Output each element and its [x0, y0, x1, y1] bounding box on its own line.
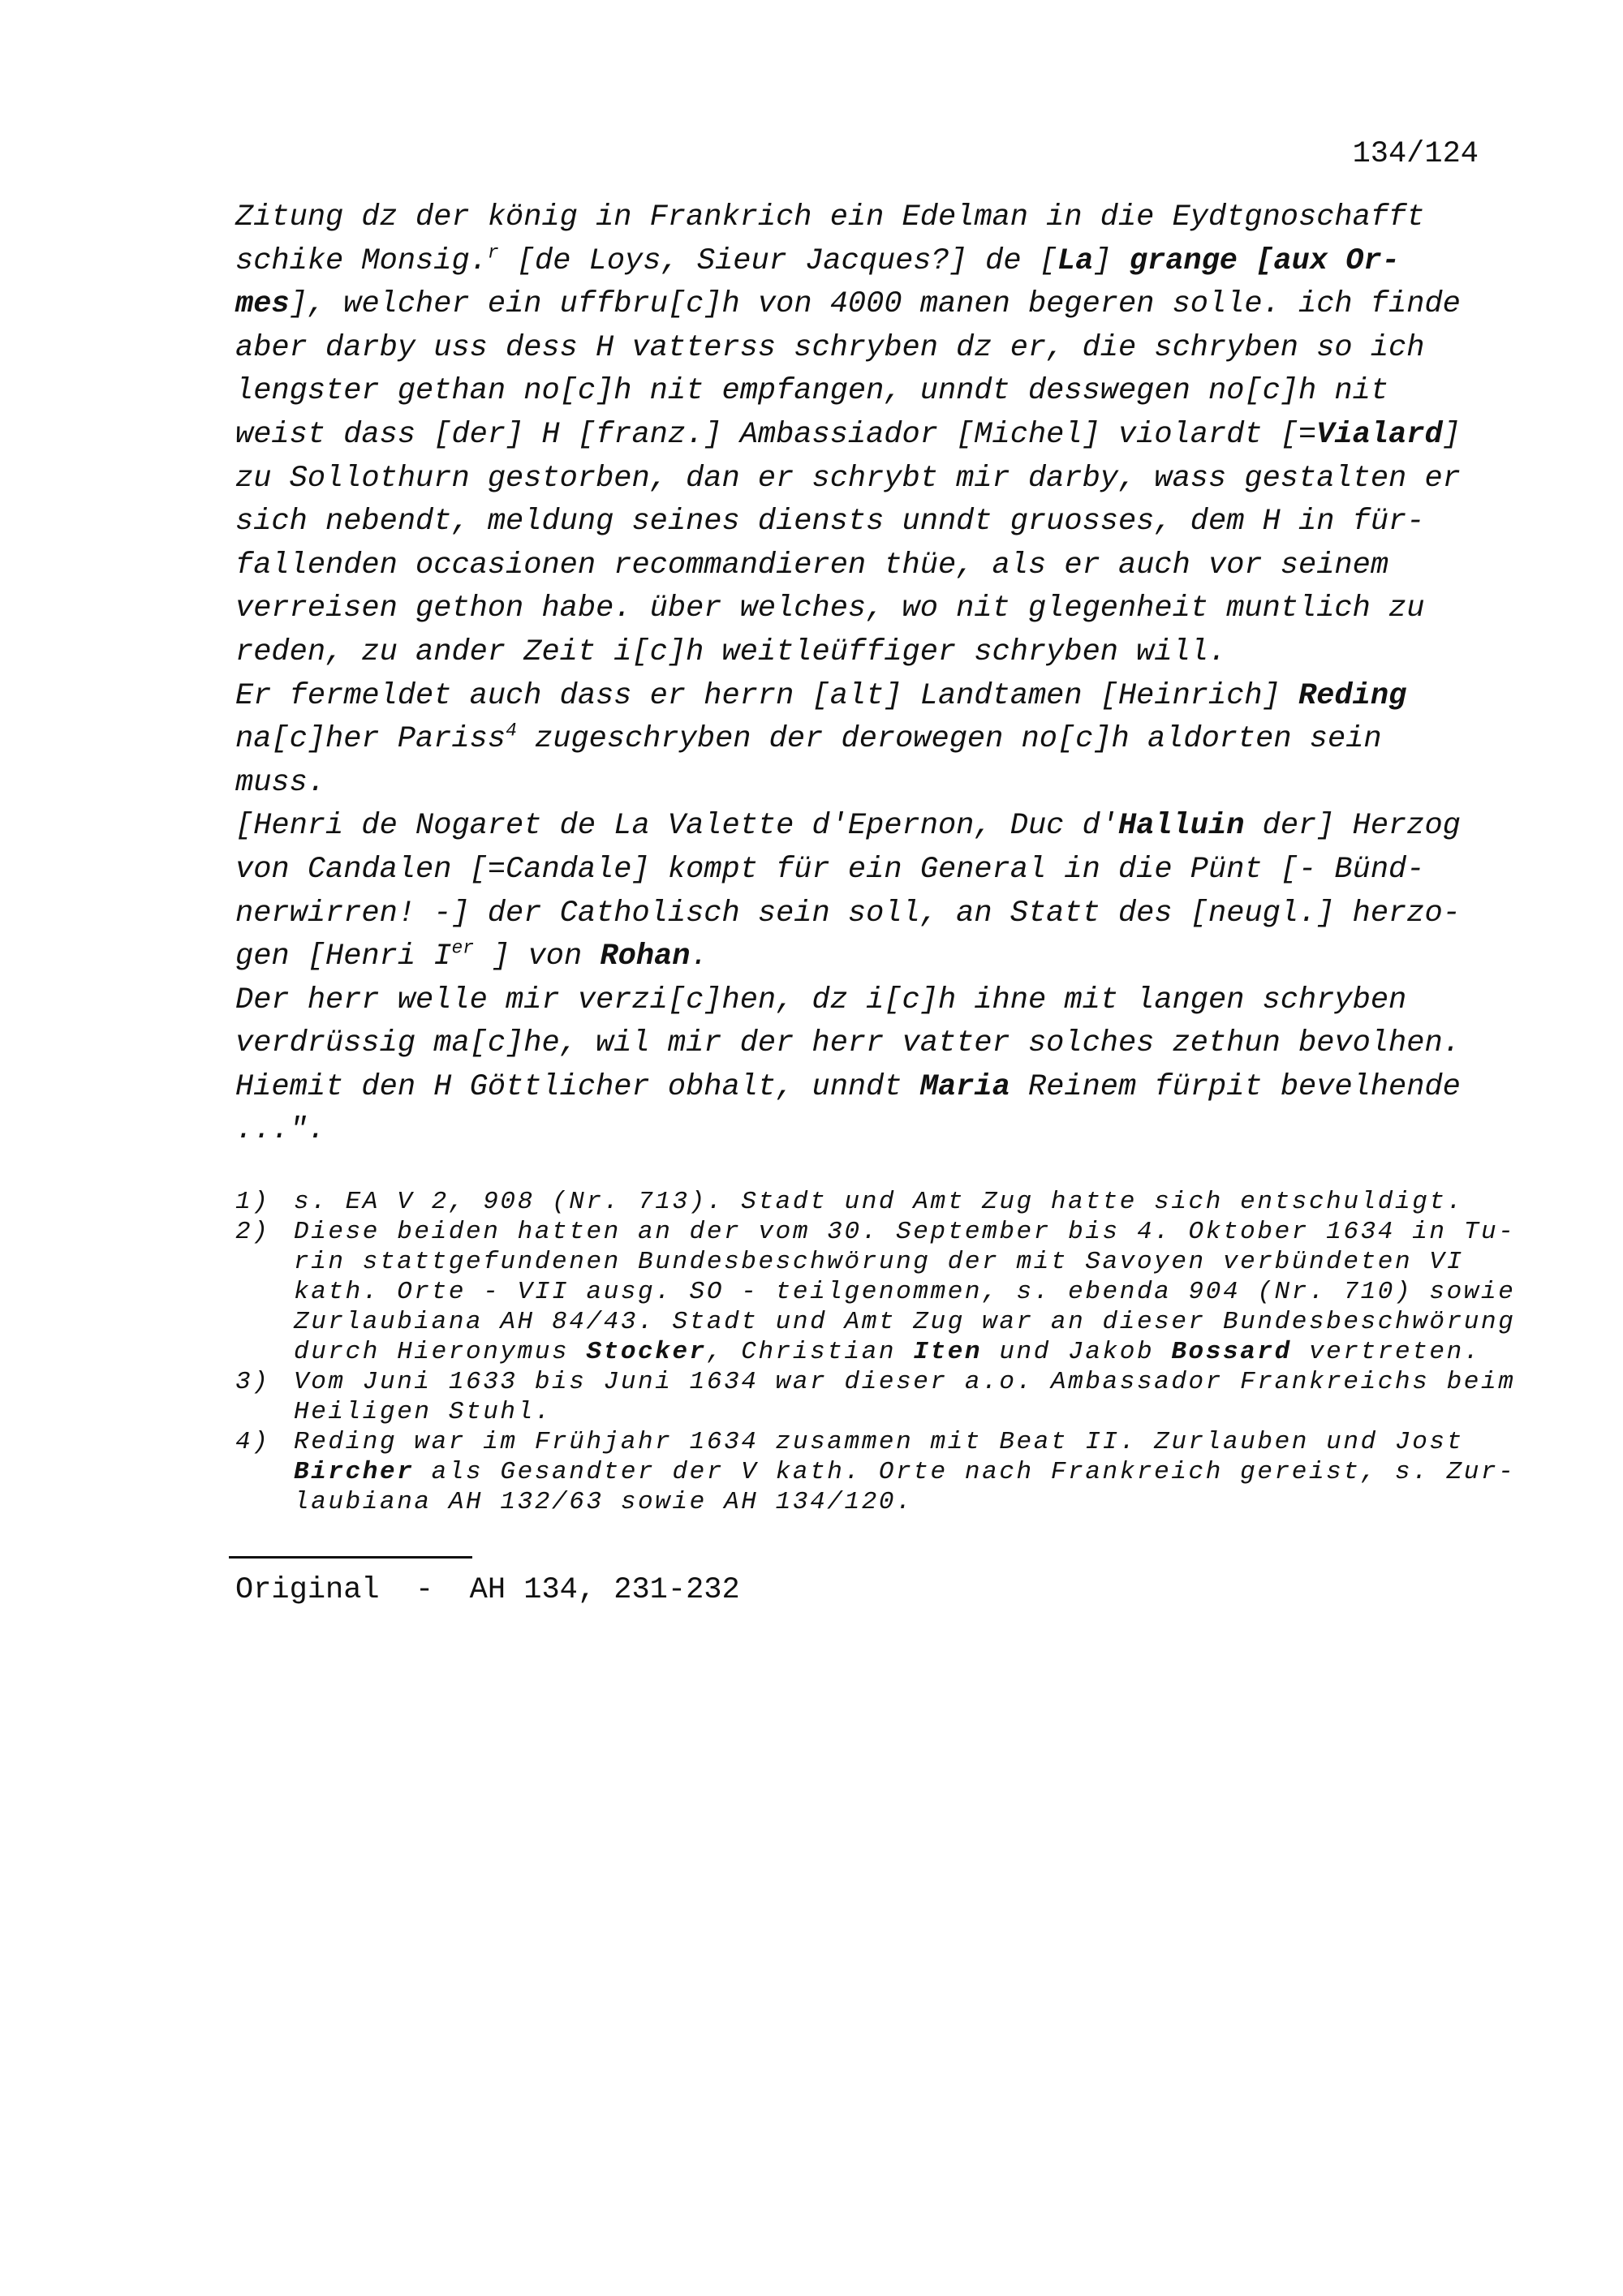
text-line [235, 196, 1501, 240]
text-segment: fallenden occasionen recommandieren thüe, als er auch vor seinem [235, 548, 1389, 583]
superscript: er [451, 937, 474, 959]
bold-name: Iten [913, 1338, 983, 1366]
text-line [235, 675, 1501, 719]
text-segment: Zitung dz der könig in Frankrich ein Edelman in die Eydtgnoschafft [235, 200, 1425, 234]
bold-name: Bossard [1171, 1338, 1292, 1366]
text-line [235, 501, 1501, 544]
text-line [235, 979, 1501, 1023]
footnote-number: 2) [235, 1218, 270, 1246]
bold-name: grange [aux Or- [1129, 243, 1400, 278]
text-segment: Diese beiden hatten an der vom 30. September bis 4. Oktober 1634 in Tu- [294, 1218, 1516, 1246]
footnote-line [235, 1427, 1501, 1457]
text-segment: als Gesandter der V kath. Orte nach Frankreich gereist, s. Zur- [414, 1458, 1516, 1486]
footnote-line [235, 1337, 1501, 1367]
bold-name: Maria [919, 1069, 1010, 1104]
text-line [235, 414, 1501, 458]
page-number: 134/124 [1352, 137, 1479, 171]
text-line [235, 892, 1501, 936]
bold-name: Bircher [294, 1458, 415, 1486]
text-segment: vertreten. [1291, 1338, 1482, 1366]
text-segment: Er fermeldet auch dass er herrn [alt] Landtamen [Heinrich] [235, 678, 1299, 713]
text-segment: aber darby uss dess H vatterss schryben dz er, die schryben so ich [235, 330, 1425, 365]
footnote-number: 3) [235, 1368, 270, 1396]
footnote-line [235, 1397, 1501, 1427]
text-segment: ] von [473, 939, 601, 974]
text-segment: na[c]her Pariss [235, 722, 506, 757]
bold-name: Vialard [1316, 417, 1443, 452]
footnote-line [235, 1277, 1516, 1307]
text-line [235, 1066, 1501, 1110]
text-segment: [de Loys, Sieur Jacques?] de [ [498, 243, 1057, 278]
text-segment: Heiligen Stuhl. [294, 1398, 553, 1426]
text-segment: ] [1442, 417, 1461, 452]
text-segment: durch Hieronymus [294, 1338, 587, 1366]
separator-rule [229, 1556, 472, 1559]
text-line [235, 587, 1501, 631]
text-segment: Reinem fürpit bevelhende [1010, 1069, 1461, 1104]
text-segment: laubiana AH 132/63 sowie AH 134/120. [294, 1488, 914, 1516]
text-line [235, 1109, 1501, 1153]
text-segment: zugeschryben der derowegen no[c]h aldorten sein [516, 722, 1382, 757]
text-line [235, 458, 1501, 501]
letter-body [235, 196, 1501, 1153]
text-segment: ] [1093, 243, 1130, 278]
footnote-line [235, 1487, 1501, 1517]
text-segment: gen [Henri I [235, 939, 452, 974]
text-segment: zu Sollothurn gestorben, dan er schrybt mir darby, wass gestalten er [235, 461, 1461, 496]
text-segment: von Candalen [=Candale] kompt für ein General in die Pünt [- Bünd- [235, 852, 1425, 887]
footnotes [235, 1187, 1516, 1517]
text-line [235, 240, 1501, 284]
text-segment: Vom Juni 1633 bis Juni 1634 war dieser a.o. Ambassador Frankreichs beim [294, 1368, 1516, 1396]
text-segment: , Christian [706, 1338, 914, 1366]
source-reference: Original - AH 134, 231-232 [235, 1573, 740, 1607]
text-segment: kath. Orte - VII ausg. SO - teilgenommen, s. ebenda 904 (Nr. 710) sowie [294, 1278, 1516, 1306]
text-line [235, 327, 1501, 371]
text-line [235, 805, 1501, 849]
footnote-line [235, 1187, 1501, 1217]
text-segment: verreisen gethon habe. über welches, wo nit glegenheit muntlich zu [235, 591, 1425, 626]
text-segment: lengster gethan no[c]h nit empfangen, unndt desswegen no[c]h nit [235, 374, 1389, 409]
text-segment: Hiemit den H Göttlicher obhalt, unndt [235, 1069, 920, 1104]
text-line [235, 370, 1501, 414]
superscript: 4 [506, 720, 517, 742]
text-segment: der] Herzog [1244, 809, 1461, 844]
text-segment: ...". [235, 1113, 326, 1148]
text-line [235, 935, 1501, 979]
superscript: r [487, 241, 499, 263]
footnote-line [235, 1367, 1516, 1397]
footnote-line [235, 1457, 1516, 1487]
text-segment: Reding war im Frühjahr 1634 zusammen mit Beat II. Zurlauben und Jost [294, 1428, 1464, 1456]
text-line [235, 849, 1501, 892]
text-segment: ], welcher ein uffbru[c]h von 4000 manen begeren solle. ich finde [289, 287, 1461, 322]
text-segment: schike Monsig. [235, 243, 488, 278]
text-segment: und Jakob [982, 1338, 1172, 1366]
text-segment: Der herr welle mir verzi[c]hen, dz i[c]h ihne mit langen schryben [235, 982, 1407, 1017]
footnote-number: 4) [235, 1428, 270, 1456]
text-segment: . [690, 939, 708, 974]
bold-name: Stocker [586, 1338, 707, 1366]
text-segment: reden, zu ander Zeit i[c]h weitleüffiger schryben will. [235, 634, 1227, 669]
footnote-line [235, 1307, 1516, 1337]
text-segment: nerwirren! -] der Catholisch sein soll, an Statt des [neugl.] herzo- [235, 896, 1461, 931]
text-line [235, 544, 1501, 588]
text-line [235, 718, 1501, 762]
bold-name: Halluin [1117, 809, 1245, 844]
text-segment: rin stattgefundenen Bundesbeschwörung der mit Savoyen verbündeten VI [294, 1248, 1464, 1276]
bold-name: mes [235, 287, 290, 322]
text-line [235, 283, 1501, 327]
text-segment: Zurlaubiana AH 84/43. Stadt und Amt Zug war an dieser Bundesbeschwörung [294, 1308, 1516, 1336]
text-segment: weist dass [der] H [franz.] Ambassiador [Michel] violardt [= [235, 417, 1317, 452]
text-line [235, 762, 1501, 806]
text-segment: s. EA V 2, 908 (Nr. 713). Stadt und Amt Zug hatte sich entschuldigt. [294, 1188, 1464, 1216]
bold-name: Reding [1298, 678, 1407, 713]
text-line [235, 631, 1501, 675]
bold-name: La [1057, 243, 1094, 278]
footnote-number: 1) [235, 1188, 270, 1216]
footnote-line [235, 1217, 1516, 1247]
footnote-line [235, 1247, 1501, 1277]
text-segment: muss. [235, 765, 326, 800]
text-segment: [Henri de Nogaret de La Valette d'Epernon, Duc d' [235, 809, 1118, 844]
text-segment: sich nebendt, meldung seines diensts unndt gruosses, dem H in für- [235, 505, 1425, 540]
text-line [235, 1022, 1501, 1066]
bold-name: Rohan [600, 939, 691, 974]
text-segment: verdrüssig ma[c]he, wil mir der herr vatter solches zethun bevolhen. [235, 1026, 1461, 1061]
